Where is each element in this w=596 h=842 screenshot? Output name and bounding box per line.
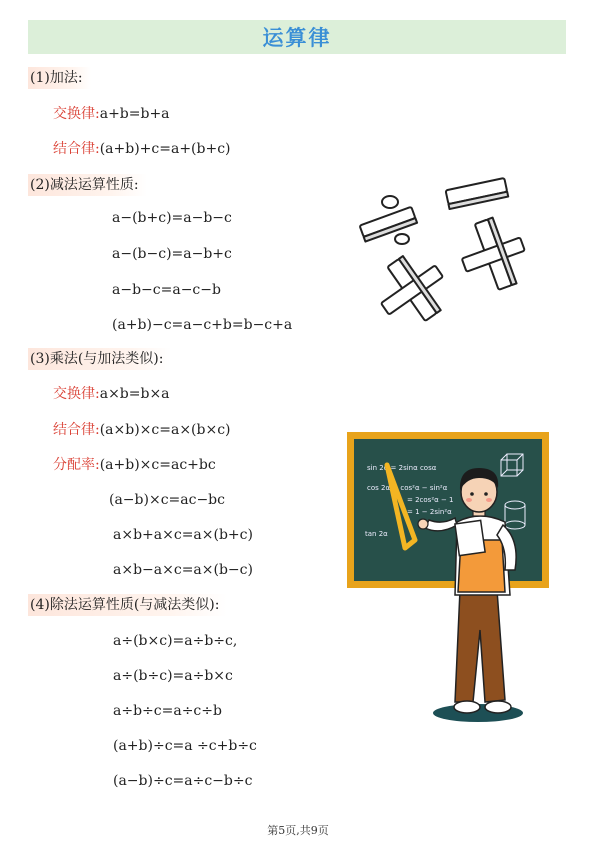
chalk-line: tan 2α xyxy=(365,530,388,538)
formula-line xyxy=(53,455,216,475)
law-label: 交换律: xyxy=(53,106,100,122)
chalk-line: sin 2α = 2sinα cosα xyxy=(367,464,437,472)
multiply-icon xyxy=(366,244,458,330)
chalk-line: = 2cos²α − 1 xyxy=(407,496,454,504)
formula-line: a−(b+c)=a−b−c xyxy=(112,210,232,226)
page-footer: 第5页,共9页 xyxy=(267,824,329,837)
law-label: 交换律: xyxy=(53,386,100,402)
formula-line xyxy=(53,384,170,404)
law-label: 结合律: xyxy=(53,141,100,157)
formula-line xyxy=(53,420,231,440)
formula-line: a−b−c=a−c−b xyxy=(112,282,221,298)
formula-line xyxy=(53,104,170,124)
formula-text: (a+b)+c=a+(b+c) xyxy=(99,141,231,157)
minus-icon xyxy=(446,178,509,209)
formula-text: a+b=b+a xyxy=(99,106,170,122)
formula-line xyxy=(53,139,231,159)
formula-line: (a+b)−c=a−c+b=b−c+a xyxy=(112,317,293,333)
law-label: 分配率: xyxy=(53,457,100,473)
formula-line: a×b−a×c=a×(b−c) xyxy=(113,562,253,578)
divide-icon xyxy=(360,196,417,244)
math-symbols-illustration xyxy=(352,172,530,330)
formula-text: a×b=b×a xyxy=(99,386,170,402)
formula-line: a÷b÷c=a÷c÷b xyxy=(113,703,222,719)
formula-line: (a−b)÷c=a÷c−b÷c xyxy=(113,773,253,789)
chalk-line: = 1 − 2sin²α xyxy=(407,508,452,516)
formula-line: a÷(b×c)=a÷b÷c, xyxy=(113,633,238,649)
section-heading-division: (4)除法运算性质(与减法类似): xyxy=(28,594,227,616)
chalk-line: cos 2α = cos²α − sin²α xyxy=(367,484,448,492)
section-heading-addition: (1)加法: xyxy=(28,67,91,89)
formula-text: (a+b)×c=ac+bc xyxy=(99,457,216,473)
section-heading-subtraction: (2)减法运算性质: xyxy=(28,174,147,196)
formula-line: a×b+a×c=a×(b+c) xyxy=(113,527,253,543)
title-banner xyxy=(28,20,566,54)
formula-line: (a+b)÷c=a ÷c+b÷c xyxy=(113,738,257,754)
formula-text: (a×b)×c=a×(b×c) xyxy=(99,422,231,438)
formula-line: a−(b−c)=a−b+c xyxy=(112,246,232,262)
section-heading-multiplication: (3)乘法(与加法类似): xyxy=(28,348,171,370)
page-title: 运算律 xyxy=(262,26,332,50)
plus-icon xyxy=(452,211,530,298)
law-label: 结合律: xyxy=(53,422,100,438)
formula-line: (a−b)×c=ac−bc xyxy=(109,492,225,508)
teacher-blackboard-illustration xyxy=(345,430,553,730)
formula-line: a÷(b÷c)=a÷b×c xyxy=(113,668,233,684)
